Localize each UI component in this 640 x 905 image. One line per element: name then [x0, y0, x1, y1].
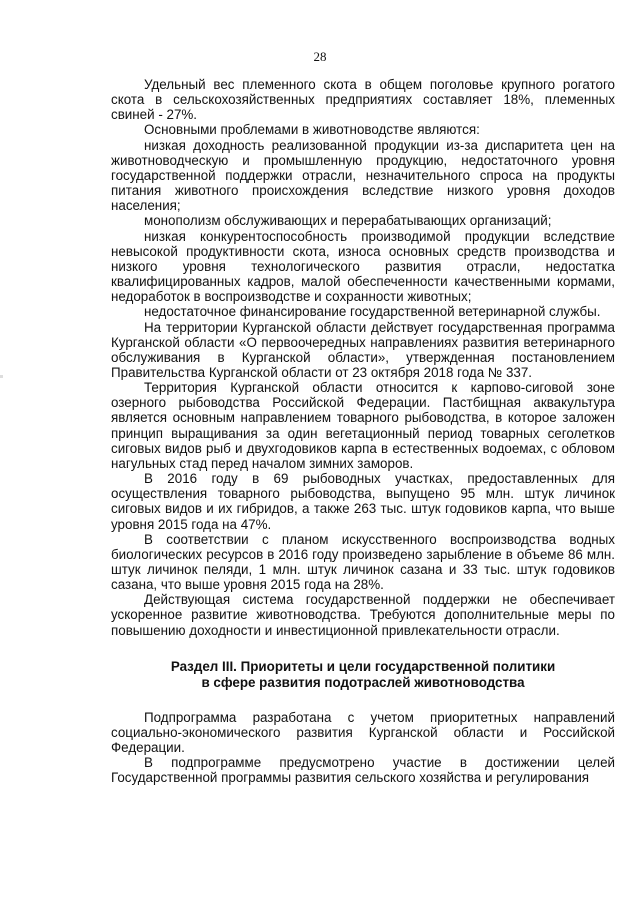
page-number: 28	[313, 49, 327, 64]
section-heading-line-1: Раздел III. Приоритеты и цели государственной политики	[170, 658, 556, 674]
paragraph-main-problems: Основными проблемами в животноводстве являются:	[144, 122, 480, 138]
paragraph-stocking-plan: В соответствии с планом искусственного воспроизводства водных биологических ресурсов в 2016 году произведено зарыбление в объеме 86 млн. штук личинок пеляди, 1 млн. штук личинок сазана и 33 тыс. штук годовиков сазана, что выше уровня 2015 года на 28%.	[111, 531, 615, 593]
paragraph-veterinary-program: На территории Курганской области действует государственная программа Курганской области «О первоочередных направлениях развития ветеринарного обслуживания в Курганской области», утвержденная постановлением Правительства Курганской области от 23 октября 2018 года № 337.	[111, 319, 615, 380]
section-heading	[111, 659, 615, 691]
list-item-insufficient-funding: недостаточное финансирование государственной ветеринарной службы.	[144, 304, 601, 320]
paragraph-subprogram-developed: Подпрограмма разработана с учетом приоритетных направлений социально-экономического развития Курганской области и Российской Федерации.	[111, 709, 615, 756]
list-item-low-profitability: низкая доходность реализованной продукции из-за диспаритета цен на животноводческую и промышленную продукцию, недостаточного уровня государственной поддержки отрасли, незначительного спроса на продукты питания животного происхождения вследствие низкого уровня доходов населения;	[111, 137, 615, 214]
margin-mark	[0, 375, 3, 378]
section-heading-line-2: в сфере развития подотраслей животноводства	[201, 674, 525, 690]
paragraph-state-support: Действующая система государственной поддержки не обеспечивает ускоренное развитие животноводства. Требуются дополнительные меры по повышению доходности и инвестиционной привлекательности отрасли.	[111, 592, 615, 638]
list-item-monopolism: монополизм обслуживающих и перерабатывающих организаций;	[144, 213, 552, 229]
page-body	[111, 77, 615, 786]
paragraph-subprogram-participation: В подпрограмме предусмотрено участие в достижении целей Государственной программы развития сельского хозяйства и регулирования	[111, 755, 615, 786]
paragraph-2016-fish-release: В 2016 году в 69 рыбоводных участках, предоставленных для осуществления товарного рыбоводства, выпущено 95 млн. штук личинок сиговых видов и их гибридов, а также 263 тыс. штук годовиков карпа, что выше уровня 2015 года на 47%.	[111, 471, 615, 532]
list-item-low-competitiveness: низкая конкурентоспособность производимой продукции вследствие невысокой продуктивности скота, износа основных средств производства и низкого уровня технологического развития отрасли, недостатка квалифицированных кадров, малой обеспеченности качественными кормами, недоработок в воспроизводстве и сохранности животных;	[111, 228, 615, 305]
paragraph-fish-farming-zone: Территория Курганской области относится к карпово-сиговой зоне озерного рыбоводства Российской Федерации. Пастбищная аквакультура является основным направлением товарного рыбоводства, в которое заложен принцип выращивания за один вегетационный период товарных сеголетков сиговых видов рыб и двухгодовиков карпа в естественных водоемах, с обловом нагульных стад перед началом зимних заморов.	[111, 380, 615, 471]
paragraph-breeding-share: Удельный вес племенного скота в общем поголовье крупного рогатого скота в сельскохозяйственных предприятиях составляет 18%, племенных свиней - 27%.	[111, 77, 615, 123]
